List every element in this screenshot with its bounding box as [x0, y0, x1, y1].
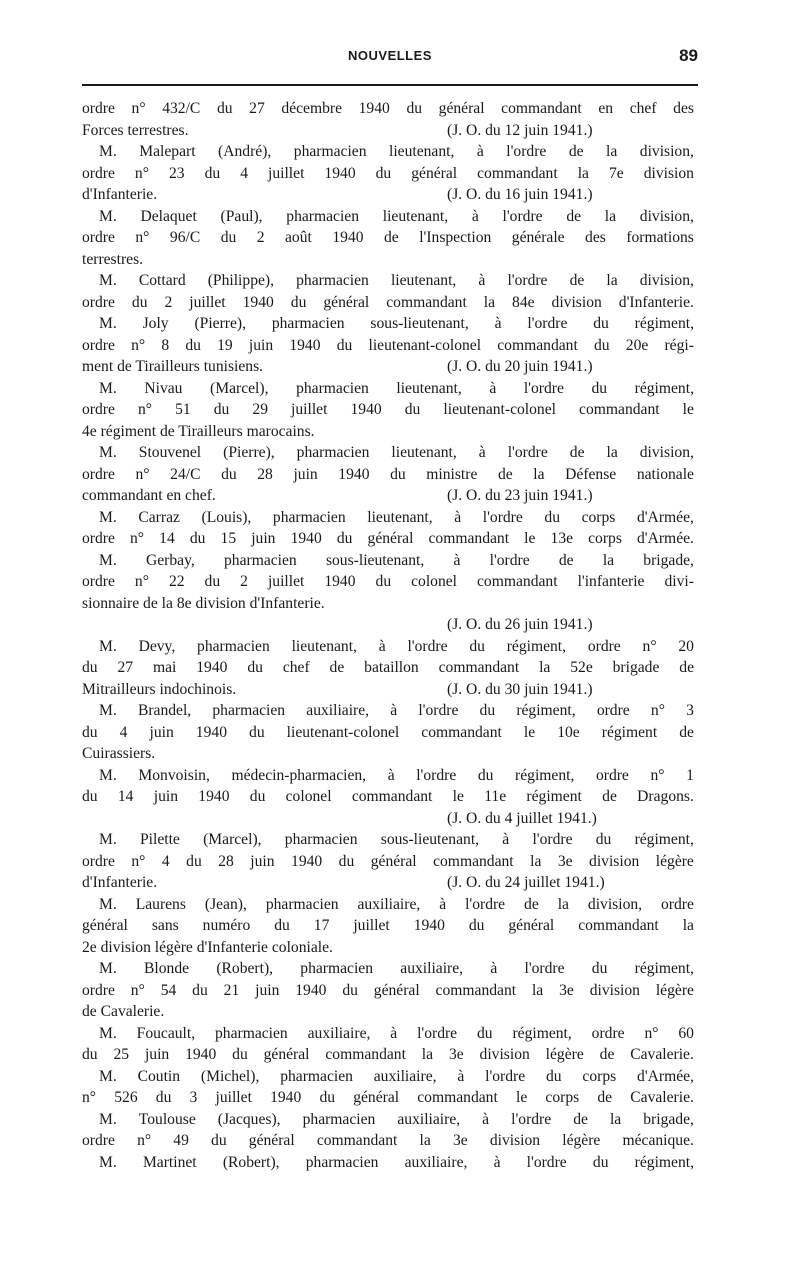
text-line: M. Martinet (Robert), pharmacien auxiliaire, à l'ordre du régiment,: [99, 1153, 694, 1171]
text-line: M. Gerbay, pharmacien sous-lieutenant, à l'ordre de la brigade,: [99, 551, 694, 569]
text-line: ordre du 2 juillet 1940 du général commandant la 84e division d'Infanterie.: [82, 293, 694, 311]
text-line: ordre n° 51 du 29 juillet 1940 du lieutenant-colonel commandant le: [82, 401, 694, 418]
journal-reference: (J. O. du 23 juin 1941.): [447, 487, 593, 504]
text-line: M. Toulouse (Jacques), pharmacien auxiliaire, à l'ordre de la brigade,: [99, 1110, 694, 1128]
text-line: [82, 614, 694, 636]
text-line: d'Infanterie. (J. O. du 24 juillet 1941.): [82, 872, 694, 894]
page-number: 89: [679, 46, 698, 65]
text-line: n° 526 du 3 juillet 1940 du général commandant le corps de Cavalerie.: [82, 1089, 694, 1106]
journal-reference: (J. O. du 4 juillet 1941.): [447, 809, 597, 827]
text-line: Cuirassiers.: [82, 745, 156, 762]
text-line: 4e régiment de Tirailleurs marocains.: [82, 422, 315, 440]
text-line: Forces terrestres. (J. O. du 12 juin 1941.): [82, 120, 694, 142]
text-line: M. Cottard (Philippe), pharmacien lieutenant, à l'ordre de la division,: [99, 272, 694, 289]
text-line: terrestres.: [82, 250, 144, 268]
text-line: du 27 mai 1940 du chef de bataillon commandant la 52e brigade de: [82, 659, 694, 676]
journal-reference: (J. O. du 26 juin 1941.): [447, 616, 593, 633]
text-line: ordre n° 96/C du 2 août 1940 de l'Inspection générale des formations: [82, 229, 694, 246]
journal-reference: (J. O. du 24 juillet 1941.): [447, 874, 605, 891]
text-line: du 4 juin 1940 du lieutenant-colonel commandant le 10e régiment de: [82, 723, 694, 741]
text-line: ordre n° 14 du 15 juin 1940 du général commandant le 13e corps d'Armée.: [82, 530, 694, 547]
text-line: ordre n° 22 du 2 juillet 1940 du colonel commandant l'infanterie divi-: [82, 573, 694, 590]
text-line: M. Monvoisin, médecin-pharmacien, à l'ordre du régiment, ordre n° 1: [99, 766, 694, 784]
journal-reference: (J. O. du 12 juin 1941.): [447, 121, 593, 139]
text-line: M. Laurens (Jean), pharmacien auxiliaire, à l'ordre de la division, ordre: [99, 895, 694, 913]
text-line: général sans numéro du 17 juillet 1940 du général commandant la: [82, 917, 694, 934]
text-line: ordre n° 4 du 28 juin 1940 du général commandant la 3e division légère: [82, 852, 694, 870]
header-rule: [82, 84, 698, 86]
text-line: ordre n° 23 du 4 juillet 1940 du général commandant la 7e division: [82, 164, 694, 182]
journal-reference: (J. O. du 20 juin 1941.): [447, 358, 593, 375]
text-line: M. Carraz (Louis), pharmacien lieutenant, à l'ordre du corps d'Armée,: [99, 508, 694, 526]
text-line: M. Malepart (André), pharmacien lieutenant, à l'ordre de la division,: [99, 143, 694, 160]
journal-reference: (J. O. du 30 juin 1941.): [447, 680, 593, 698]
text-line: M. Coutin (Michel), pharmacien auxiliaire, à l'ordre du corps d'Armée,: [99, 1067, 694, 1085]
text-line: d'Infanterie. (J. O. du 16 juin 1941.): [82, 184, 694, 206]
text-line: du 14 juin 1940 du colonel commandant le 11e régiment de Dragons.: [82, 788, 694, 805]
running-head: [82, 46, 698, 74]
body-text: [82, 98, 694, 1173]
text-line: M. Delaquet (Paul), pharmacien lieutenant, à l'ordre de la division,: [99, 207, 694, 225]
text-line: M. Joly (Pierre), pharmacien sous-lieutenant, à l'ordre du régiment,: [99, 315, 694, 332]
text-line: ment de Tirailleurs tunisiens. (J. O. du 20 juin 1941.): [82, 356, 694, 378]
text-line: du 25 juin 1940 du général commandant la 3e division légère de Cavalerie.: [82, 1046, 694, 1063]
text-line: ordre n° 8 du 19 juin 1940 du lieutenant-colonel commandant du 20e régi-: [82, 336, 694, 354]
text-line: de Cavalerie.: [82, 1003, 165, 1020]
text-line: M. Stouvenel (Pierre), pharmacien lieutenant, à l'ordre de la division,: [99, 444, 694, 461]
text-line: M. Nivau (Marcel), pharmacien lieutenant, à l'ordre du régiment,: [99, 379, 694, 397]
text-line: M. Devy, pharmacien lieutenant, à l'ordre du régiment, ordre n° 20: [99, 637, 694, 655]
text-line: M. Blonde (Robert), pharmacien auxiliaire, à l'ordre du régiment,: [99, 960, 694, 977]
text-line: Mitrailleurs indochinois. (J. O. du 30 juin 1941.): [82, 679, 694, 701]
text-line: 2e division légère d'Infanterie coloniale.: [82, 938, 333, 956]
running-title: NOUVELLES: [348, 48, 432, 63]
text-line: ordre n° 432/C du 27 décembre 1940 du général commandant en chef des: [82, 100, 694, 117]
text-line: M. Foucault, pharmacien auxiliaire, à l'ordre du régiment, ordre n° 60: [99, 1024, 694, 1042]
text-line: ordre n° 49 du général commandant la 3e division légère mécanique.: [82, 1132, 694, 1149]
text-line: commandant en chef. (J. O. du 23 juin 1941.): [82, 485, 694, 507]
text-line: ordre n° 24/C du 28 juin 1940 du ministre de la Défense nationale: [82, 465, 694, 483]
text-line: M. Brandel, pharmacien auxiliaire, à l'ordre du régiment, ordre n° 3: [99, 702, 694, 719]
text-line: sionnaire de la 8e division d'Infanterie.: [82, 594, 325, 612]
text-line: M. Pilette (Marcel), pharmacien sous-lieutenant, à l'ordre du régiment,: [99, 831, 694, 848]
text-line: ordre n° 54 du 21 juin 1940 du général commandant la 3e division légère: [82, 981, 694, 999]
journal-reference: (J. O. du 16 juin 1941.): [447, 186, 593, 203]
text-line: [82, 808, 694, 830]
